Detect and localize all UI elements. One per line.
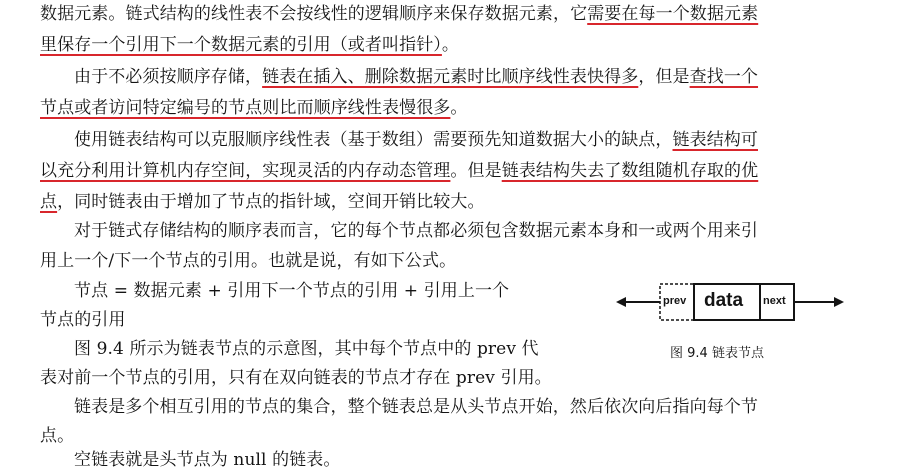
paragraph-3-line-1 xyxy=(74,129,758,151)
text-span: ，同时链表由于增加了节点的指针域，空间开销比较大。 xyxy=(57,192,485,212)
paragraph-6-line-1: 图 9.4 所示为链表节点的示意图，其中每个节点中的 prev 代 xyxy=(74,339,539,359)
right-arrow-head xyxy=(834,297,844,307)
left-arrow-head xyxy=(616,297,626,307)
text-span: 。但是 xyxy=(450,161,502,181)
underlined-text: 节点或者访问特定编号的节点则比而顺序线性表慢很多 xyxy=(40,98,451,118)
paragraph-8-line-1: 空链表就是头节点为 null 的链表。 xyxy=(74,450,341,470)
underlined-text: 需要在每一个数据元素 xyxy=(587,4,759,24)
text-span: 数据元素。链式结构的线性表不会按线性的逻辑顺序来保存数据元素，它 xyxy=(40,4,588,24)
paragraph-2-line-2 xyxy=(40,97,468,119)
paragraph-5-line-1: 节点 = 数据元素 + 引用下一个节点的引用 + 引用上一个 xyxy=(74,281,510,301)
underlined-text: 链表结构失去了数组随机存取的优 xyxy=(501,161,759,181)
next-label: next xyxy=(763,295,786,307)
text-span: 由于不必须按顺序存储， xyxy=(74,67,263,87)
paragraph-4-line-2: 用上一个/下一个节点的引用。也就是说，有如下公式。 xyxy=(40,251,457,271)
underlined-text: 点 xyxy=(40,192,58,212)
paragraph-5-line-2: 节点的引用 xyxy=(40,310,126,330)
prev-label: prev xyxy=(663,295,687,307)
text-span: ，但是 xyxy=(638,67,690,87)
paragraph-2-line-1 xyxy=(74,66,758,88)
paragraph-3-line-3 xyxy=(40,191,485,213)
paragraph-7-line-2: 点。 xyxy=(40,426,75,446)
paragraph-6-line-2: 表对前一个节点的引用，只有在双向链表的节点才存在 prev 引用。 xyxy=(40,368,552,388)
data-label: data xyxy=(704,290,744,311)
underlined-text: 链表结构可 xyxy=(672,130,758,150)
underlined-text: 链表在插入、删除数据元素时比顺序线性表快得多 xyxy=(262,67,639,87)
paragraph-4-line-1: 对于链式存储结构的顺序表而言，它的每个节点都必须包含数据元素本身和一或两个用来引 xyxy=(74,221,758,241)
paragraph-7-line-1: 链表是多个相互引用的节点的集合，整个链表总是从头节点开始，然后依次向后指向每个节 xyxy=(74,397,758,417)
text-span: 。 xyxy=(441,35,460,55)
paragraph-3-line-2 xyxy=(40,160,758,182)
text-span: 使用链表结构可以克服顺序线性表（基于数组）需要预先知道数据大小的缺点， xyxy=(74,130,673,150)
underlined-text: 里保存一个引用下一个数据元素的引用（或者叫指针） xyxy=(40,35,442,55)
figure-caption: 图 9.4 链表节点 xyxy=(670,346,764,361)
text-span: 。 xyxy=(450,98,468,118)
underlined-text: 以充分利用计算机内存空间，实现灵活的内存动态管理 xyxy=(40,161,451,181)
paragraph-1-line-1 xyxy=(40,3,758,25)
underlined-text: 查找一个 xyxy=(689,67,759,87)
paragraph-1-line-2 xyxy=(40,34,459,56)
